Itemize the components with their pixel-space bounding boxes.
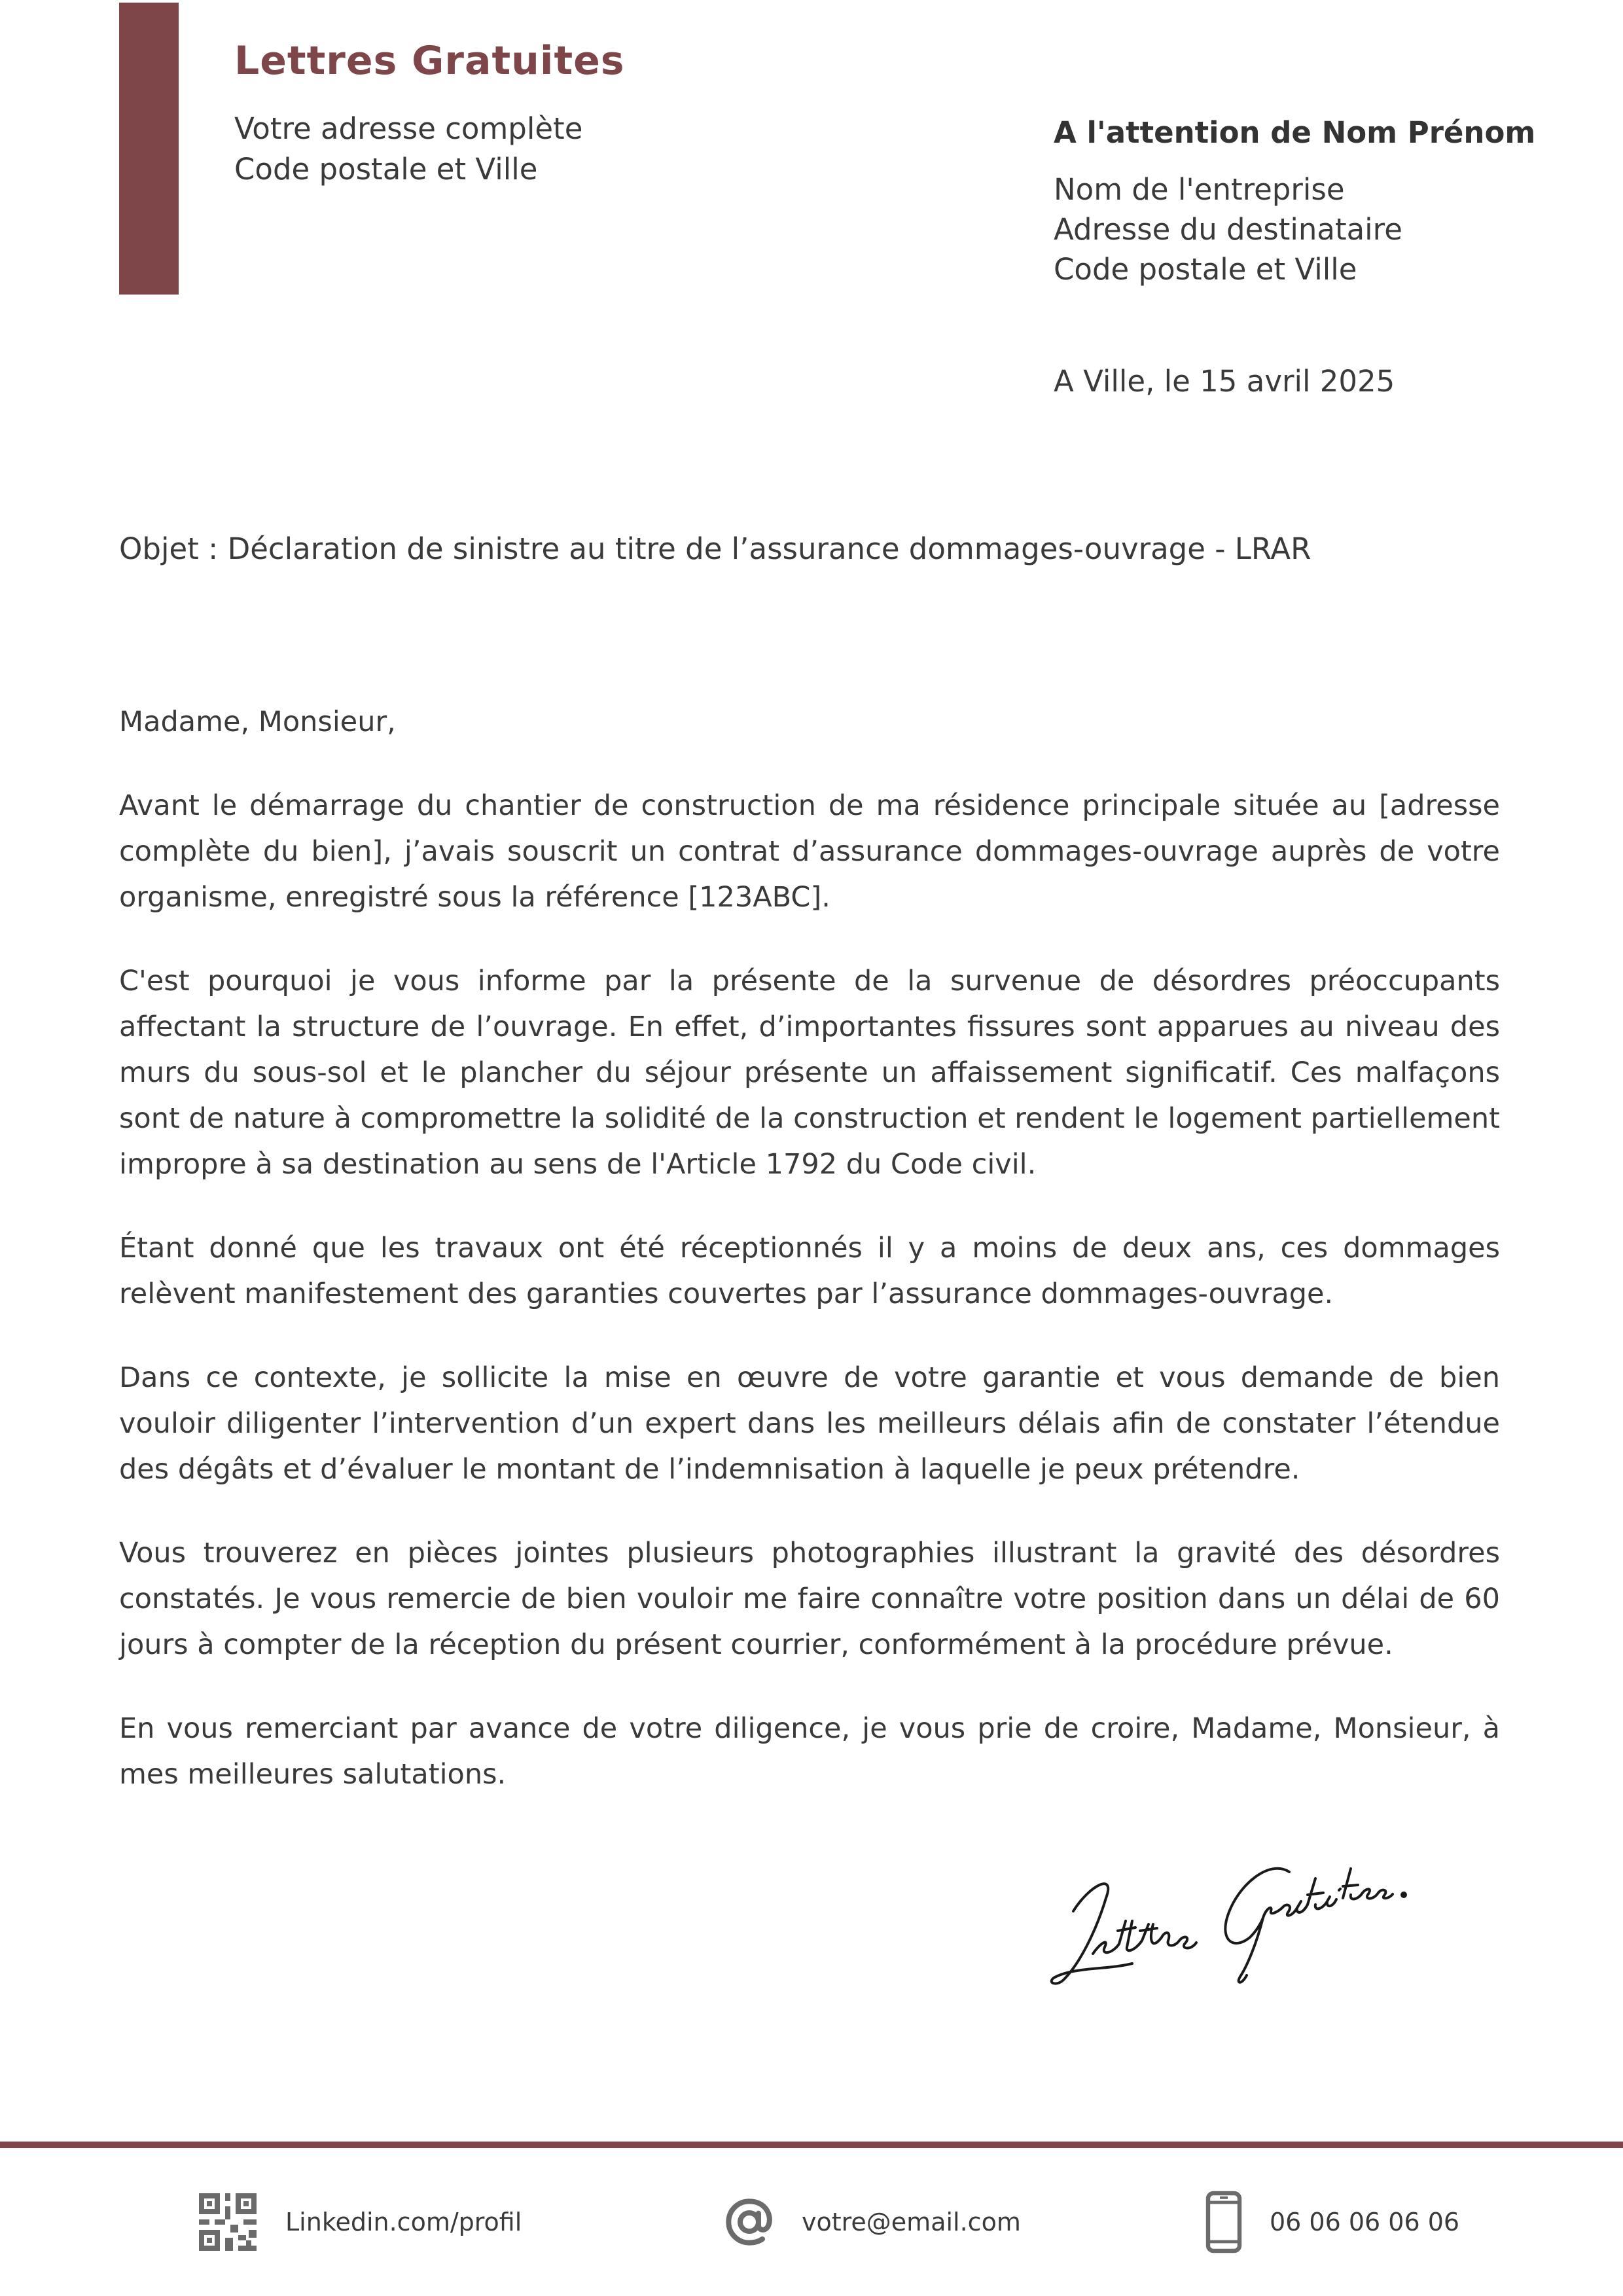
sender-address: Votre adresse complète [234,111,583,146]
letter-body [119,699,1500,1835]
footer-email [723,2189,1021,2255]
recipient-city: Code postale et Ville [1054,252,1357,287]
body-paragraph: Vous trouverez en pièces jointes plusieurs photographies illustrant la gravité des désordres constatés. Je vous remercie de bien vouloir me faire connaître votre position dans un délai de 60 jours à compter de la réception du présent courrier, conformément à la procédure prévue. [119,1537,1500,1661]
letter-subject: Objet : Déclaration de sinistre au titre de l’assurance dommages-ouvrage - LRAR [119,531,1311,566]
recipient-company: Nom de l'entreprise [1054,172,1345,207]
body-paragraph: En vous remerciant par avance de votre diligence, je vous prie de croire, Madame, Monsieur, à mes meilleures salutations. [119,1712,1500,1791]
email-link[interactable]: votre@email.com [802,2208,1021,2236]
phone-icon [1204,2191,1243,2253]
phone-number[interactable]: 06 06 06 06 06 [1270,2208,1460,2236]
accent-side-bar [119,3,179,295]
at-sign-icon [723,2196,776,2248]
letter-date: A Ville, le 15 avril 2025 [1054,364,1395,399]
footer-linkedin [196,2189,522,2255]
handwritten-signature [1027,1833,1420,2003]
footer-divider [0,2142,1623,2148]
sender-name: Lettres Gratuites [234,38,625,84]
body-paragraph: Avant le démarrage du chantier de construction de ma résidence principale située au [adresse complète du bien], j’avais souscrit un contrat d’assurance dommages-ouvrage auprès de votre organisme, enregistré sous la référence [123ABC]. [119,789,1500,914]
recipient-address: Adresse du destinataire [1054,212,1402,247]
qr-code-icon [196,2191,259,2253]
linkedin-link[interactable]: Linkedin.com/profil [285,2208,522,2236]
sender-city: Code postale et Ville [234,152,538,187]
footer-phone [1204,2189,1459,2255]
body-paragraph: Étant donné que les travaux ont été réceptionnés il y a moins de deux ans, ces dommages relèvent manifestement des garanties couvertes par l’assurance dommages-ouvrage. [119,1232,1500,1310]
body-paragraph: C'est pourquoi je vous informe par la présente de la survenue de désordres préoccupants affectant la structure de l’ouvrage. En effet, d’importantes fissures sont apparues au niveau des murs du sous-sol et le plancher du séjour présente un affaissement significatif. Ces malfaçons sont de nature à compromettre la solidité de la construction et rendent le logement partiellement impropre à sa destination au sens de l'Article 1792 du Code civil. [119,965,1500,1181]
body-paragraph: Dans ce contexte, je sollicite la mise en œuvre de votre garantie et vous demande de bien vouloir diligenter l’intervention d’un expert dans les meilleurs délais afin de constater l’étendue des dégâts et d’évaluer le montant de l’indemnisation à laquelle je peux prétendre. [119,1361,1500,1486]
greeting: Madame, Monsieur, [119,706,396,738]
recipient-attention: A l'attention de Nom Prénom [1054,115,1536,150]
